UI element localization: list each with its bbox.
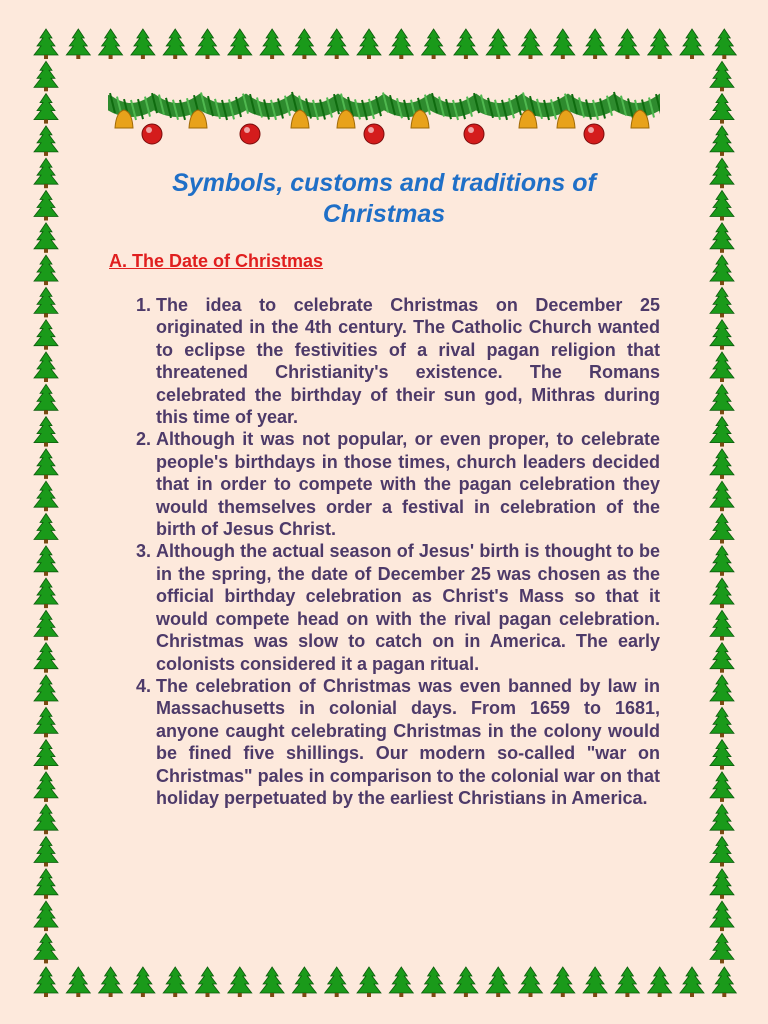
christmas-tree-icon bbox=[34, 94, 58, 124]
christmas-tree-icon bbox=[710, 481, 734, 511]
christmas-tree-icon bbox=[34, 933, 58, 963]
christmas-tree-icon bbox=[710, 772, 734, 802]
christmas-tree-icon bbox=[357, 29, 381, 59]
christmas-tree-icon bbox=[680, 29, 704, 59]
christmas-tree-icon bbox=[34, 578, 58, 608]
christmas-tree-icon bbox=[34, 29, 58, 59]
christmas-tree-icon bbox=[34, 546, 58, 576]
christmas-tree-icon bbox=[34, 191, 58, 221]
christmas-tree-icon bbox=[34, 514, 58, 544]
christmas-tree-icon bbox=[34, 287, 58, 317]
christmas-tree-icon bbox=[486, 967, 510, 997]
christmas-tree-icon bbox=[228, 967, 252, 997]
christmas-tree-icon bbox=[357, 967, 381, 997]
christmas-tree-icon bbox=[34, 610, 58, 640]
christmas-tree-icon bbox=[710, 901, 734, 931]
christmas-tree-icon bbox=[648, 29, 672, 59]
christmas-tree-icon bbox=[34, 384, 58, 414]
christmas-tree-icon bbox=[710, 61, 734, 91]
christmas-tree-icon bbox=[34, 643, 58, 673]
christmas-tree-icon bbox=[712, 29, 736, 59]
list-item: 1. The idea to celebrate Christmas on December 25 originated in the 4th century. The Catholic Church wanted to eclipse the festivities of a rival pagan religion that threatened Christianity's existence. The Romans celebrated the birthday of their sun god, Mithras during this time of year. bbox=[156, 294, 660, 428]
christmas-tree-icon bbox=[710, 449, 734, 479]
christmas-tree-icon bbox=[34, 449, 58, 479]
list-item: 2. Although it was not popular, or even proper, to celebrate people's birthdays in those times, church leaders decided that in order to compete with the pagan celebration they would themselves order a festival in celebration of the birth of Jesus Christ. bbox=[156, 428, 660, 540]
christmas-tree-icon bbox=[710, 158, 734, 188]
christmas-tree-icon bbox=[710, 223, 734, 253]
christmas-tree-icon bbox=[519, 29, 543, 59]
section-heading: A. The Date of Christmas bbox=[109, 251, 324, 271]
christmas-tree-icon bbox=[551, 967, 575, 997]
christmas-tree-icon bbox=[163, 29, 187, 59]
christmas-tree-icon bbox=[551, 29, 575, 59]
christmas-tree-icon bbox=[260, 967, 284, 997]
christmas-tree-icon bbox=[131, 967, 155, 997]
christmas-tree-icon bbox=[228, 29, 252, 59]
christmas-tree-icon bbox=[710, 126, 734, 156]
christmas-tree-icon bbox=[34, 352, 58, 382]
christmas-tree-icon bbox=[34, 320, 58, 350]
christmas-tree-icon bbox=[710, 352, 734, 382]
list-item: 3. Although the actual season of Jesus' birth is thought to be in the spring, the date of December 25 was chosen as the official birthday celebration as Christ's Mass so that it would compete head on with the rival pagan celebration. Christmas was slow to catch on in America. The early colonists considered it a pagan ritual. bbox=[156, 540, 660, 674]
christmas-tree-icon bbox=[34, 481, 58, 511]
christmas-tree-icon bbox=[680, 967, 704, 997]
christmas-tree-icon bbox=[710, 643, 734, 673]
christmas-tree-icon bbox=[710, 933, 734, 963]
christmas-tree-icon bbox=[519, 967, 543, 997]
christmas-tree-icon bbox=[34, 223, 58, 253]
christmas-tree-icon bbox=[583, 967, 607, 997]
page-title: Symbols, customs and traditions of Christmas bbox=[172, 169, 596, 228]
christmas-tree-icon bbox=[325, 29, 349, 59]
christmas-tree-icon bbox=[486, 29, 510, 59]
christmas-tree-icon bbox=[66, 967, 90, 997]
christmas-tree-icon bbox=[615, 29, 639, 59]
christmas-tree-icon bbox=[34, 869, 58, 899]
christmas-tree-icon bbox=[710, 287, 734, 317]
ornament-icon bbox=[464, 124, 484, 144]
christmas-tree-icon bbox=[615, 967, 639, 997]
christmas-tree-icon bbox=[710, 94, 734, 124]
christmas-tree-icon bbox=[196, 967, 220, 997]
christmas-tree-icon bbox=[389, 967, 413, 997]
christmas-tree-icon bbox=[99, 29, 123, 59]
ornament-icon bbox=[240, 124, 260, 144]
christmas-tree-icon bbox=[99, 967, 123, 997]
christmas-tree-icon bbox=[648, 967, 672, 997]
christmas-tree-icon bbox=[710, 514, 734, 544]
christmas-tree-icon bbox=[131, 29, 155, 59]
christmas-tree-icon bbox=[34, 255, 58, 285]
list-item: 4. The celebration of Christmas was even banned by law in Massachusetts in colonial days. From 1659 to 1681, anyone caught celebrating Christmas in the colony would be fined five shillings. Our modern so-called "war on Christmas" pales in comparison to the colonial war on that holiday perpetuated by the earliest Christians in America. bbox=[156, 675, 660, 809]
christmas-tree-icon bbox=[325, 967, 349, 997]
numbered-list bbox=[108, 294, 660, 809]
christmas-tree-icon bbox=[710, 384, 734, 414]
christmas-tree-icon bbox=[710, 707, 734, 737]
christmas-tree-icon bbox=[34, 772, 58, 802]
christmas-tree-icon bbox=[292, 29, 316, 59]
christmas-tree-icon bbox=[34, 707, 58, 737]
christmas-tree-icon bbox=[34, 675, 58, 705]
document-content bbox=[108, 168, 660, 809]
christmas-tree-icon bbox=[712, 967, 736, 997]
christmas-tree-icon bbox=[710, 546, 734, 576]
christmas-tree-icon bbox=[34, 61, 58, 91]
christmas-tree-icon bbox=[710, 869, 734, 899]
christmas-tree-icon bbox=[454, 29, 478, 59]
christmas-tree-icon bbox=[34, 967, 58, 997]
christmas-tree-icon bbox=[710, 191, 734, 221]
christmas-tree-icon bbox=[710, 804, 734, 834]
christmas-tree-icon bbox=[34, 804, 58, 834]
christmas-tree-icon bbox=[710, 578, 734, 608]
christmas-tree-icon bbox=[196, 29, 220, 59]
christmas-tree-icon bbox=[34, 417, 58, 447]
christmas-tree-icon bbox=[710, 675, 734, 705]
christmas-tree-icon bbox=[34, 158, 58, 188]
christmas-tree-icon bbox=[34, 126, 58, 156]
christmas-tree-icon bbox=[583, 29, 607, 59]
christmas-tree-icon bbox=[34, 837, 58, 867]
christmas-tree-icon bbox=[710, 837, 734, 867]
christmas-tree-icon bbox=[34, 740, 58, 770]
ornament-icon bbox=[364, 124, 384, 144]
christmas-tree-icon bbox=[389, 29, 413, 59]
christmas-tree-icon bbox=[163, 967, 187, 997]
christmas-tree-icon bbox=[422, 967, 446, 997]
christmas-tree-icon bbox=[710, 740, 734, 770]
christmas-tree-icon bbox=[34, 901, 58, 931]
christmas-tree-icon bbox=[454, 967, 478, 997]
christmas-tree-icon bbox=[260, 29, 284, 59]
christmas-tree-icon bbox=[66, 29, 90, 59]
christmas-tree-icon bbox=[710, 417, 734, 447]
christmas-tree-icon bbox=[710, 610, 734, 640]
christmas-tree-icon bbox=[292, 967, 316, 997]
christmas-tree-icon bbox=[710, 255, 734, 285]
ornament-icon bbox=[584, 124, 604, 144]
christmas-tree-icon bbox=[710, 320, 734, 350]
ornament-icon bbox=[142, 124, 162, 144]
christmas-tree-icon bbox=[422, 29, 446, 59]
garland-decoration bbox=[108, 84, 660, 154]
